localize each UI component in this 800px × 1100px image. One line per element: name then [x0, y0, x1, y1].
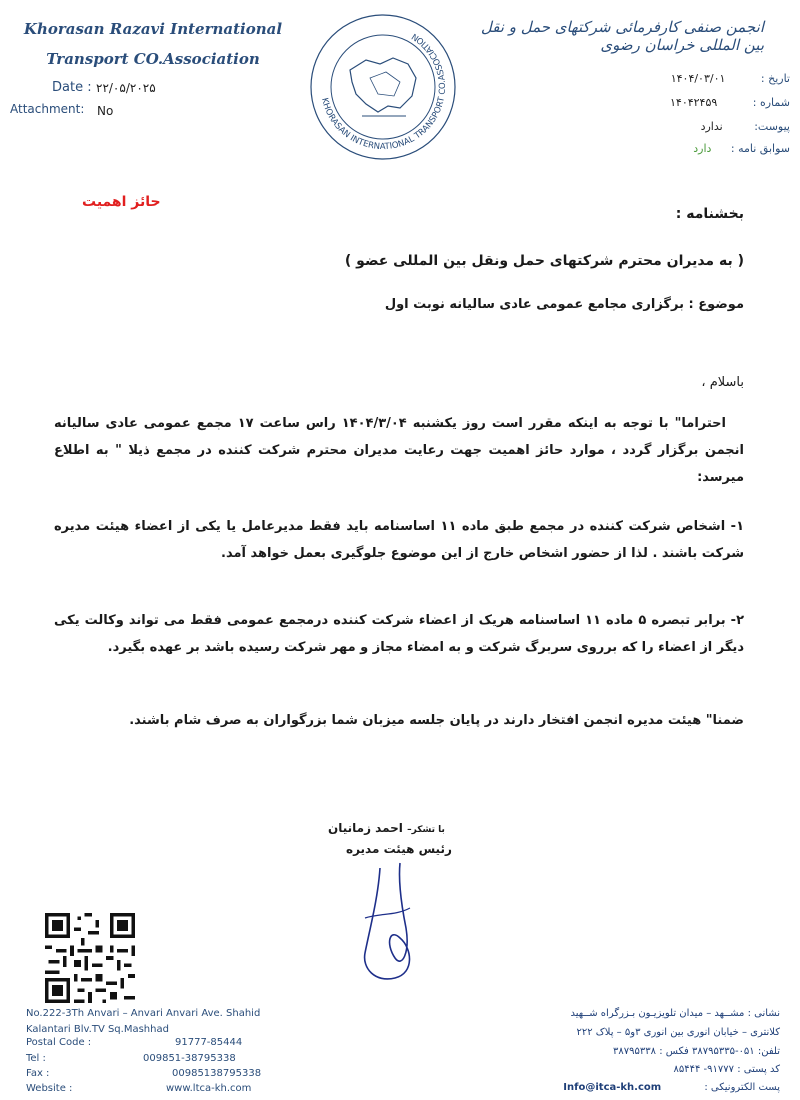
letter-item-2: ۲- برابر تبصره ۵ ماده ۱۱ اساسنامه هریک از اعضاء شرکت کننده درمجمع عمومی فقط می تواند وکالت یکی دیگر از اعضاء را که برروی سربرگ شرکت و به امضاء مجاز و مهر شرکت رسیده باشد بر عهده بگیرد. — [54, 613, 745, 655]
svg-text:KHORASAN INTERNATIONAL TRANSPO — [319, 31, 448, 152]
paragraph-1-text: احتراما" با توجه به اینکه مقرر است روز یکشنبه ۱۴۰۴/۳/۰۴ راس ساعت ۱۷ مجمع عمومی عادی سالیانه انجمن برگزار گردد ، موارد حائز اهمیت جهت رعایت مدیران محترم شرکت کننده در مجمع ذیلا " به اطلاع میرسد: — [54, 416, 744, 485]
date-value: ۲۲/۰۵/۲۰۲۵ — [96, 81, 156, 95]
association-logo — [308, 12, 458, 162]
meta-attachment — [590, 120, 790, 133]
meta-history-label: سوابق نامه : — [730, 142, 790, 155]
footer-email-label: پست الکترونیکی : — [704, 1082, 780, 1093]
qr-code — [45, 913, 135, 1003]
letter-subject: موضوع : برگزاری مجامع عمومی عادی سالیانه نوبت اول — [384, 297, 744, 312]
signature-name: احمد زمانیان — [328, 821, 403, 835]
priority-stamp: حائز اهمیت — [82, 194, 161, 210]
meta-number-label: شماره : — [752, 96, 790, 109]
footer-address-line1: No.222-3Th Anvari – Anvari Anvari Ave. Shahid — [26, 1008, 261, 1019]
footer-fa-line2: کلانتری – خیابان انوری بین انوری ۳و۵ – پلاک ۲۲۲ — [576, 1027, 780, 1038]
org-name-en-line1: Khorasan Razavi International — [23, 20, 283, 38]
attachment-value: No — [97, 104, 114, 118]
date-label: Date : — [52, 80, 92, 95]
footer-postal-value: 91777-85444 — [175, 1037, 243, 1048]
meta-number — [590, 96, 790, 109]
meta-number-value: ۱۴۰۴۲۴۵۹ — [670, 96, 718, 109]
signature-line — [328, 821, 445, 835]
letter-item-1: ۱- اشخاص شرکت کننده در مجمع طبق ماده ۱۱ اساسنامه باید فقط مدیرعامل یا یکی از اعضاء هیئت مدیره شرکت باشند . لذا از حضور اشخاص خارج از این موضوع جلوگیری بعمل خواهد آمد. — [54, 519, 744, 561]
footer-tel-label: Tel : — [26, 1053, 46, 1064]
handwritten-signature — [340, 858, 450, 998]
footer-fax-label: Fax : — [26, 1068, 50, 1079]
footer-fa-line1: نشانی : مشــهد – میدان تلویزیـون بـزرگراه شــهید — [570, 1008, 780, 1019]
footer-fa-line4: کد پستی : ۹۱۷۷۷- ۸۵۴۴۴ — [673, 1064, 780, 1075]
letter-paragraph-2: ضمنا" هیئت مدیره انجمن افتخار دارند در پایان جلسه میزبان شما بزرگواران به صرف شام باشند. — [129, 713, 744, 728]
footer-fax-value: 00985138795338 — [172, 1068, 262, 1079]
footer-tel-value: 009851-38795338 — [143, 1053, 236, 1064]
footer-fa-email-row — [563, 1082, 780, 1093]
org-name-fa: انجمن صنفی کارفرمائی شرکتهای حمل و نقل بین المللی خراسان رضوی — [480, 18, 764, 54]
meta-attachment-label: پیوست: — [754, 120, 790, 133]
footer-fa-line3: تلفن: ۰۵۱-۳۸۷۹۵۳۳۵ فکس : ۳۸۷۹۵۳۳۸ — [613, 1046, 780, 1057]
meta-attachment-value: ندارد — [700, 120, 723, 133]
letter-title: بخشنامه : — [675, 206, 744, 222]
footer-postal-label: Postal Code : — [26, 1037, 92, 1048]
letter-recipients: ( به مدیران محترم شرکتهای حمل ونقل بین المللی عضو ) — [344, 253, 744, 269]
signature-title: رئیس هیئت مدیره — [346, 842, 452, 856]
footer-address-line2: Kalantari Blv.TV Sq.Mashhad — [26, 1023, 169, 1035]
footer-website-label: Website : — [26, 1083, 73, 1094]
signature-prefix: با تشکر– — [407, 825, 445, 835]
attachment-label: Attachment: — [10, 102, 85, 116]
footer-website-link[interactable]: www.ltca-kh.com — [166, 1083, 252, 1094]
letter-greeting: باسلام ، — [701, 375, 744, 390]
footer-en — [26, 1006, 260, 1037]
meta-date-value: ۱۴۰۴/۰۳/۰۱ — [670, 72, 726, 85]
logo-ring-text: KHORASAN INTERNATIONAL TRANSPORT CO.ASSOCIATION — [319, 30, 449, 153]
org-name-en-line2: Transport CO.Association — [46, 50, 260, 68]
meta-date — [590, 72, 790, 85]
meta-history — [590, 142, 790, 155]
meta-date-label: تاریخ : — [760, 72, 790, 85]
footer-email-link[interactable]: Info@itca-kh.com — [563, 1082, 662, 1093]
meta-history-value: دارد — [693, 142, 712, 155]
letter-paragraph-1 — [54, 410, 744, 491]
